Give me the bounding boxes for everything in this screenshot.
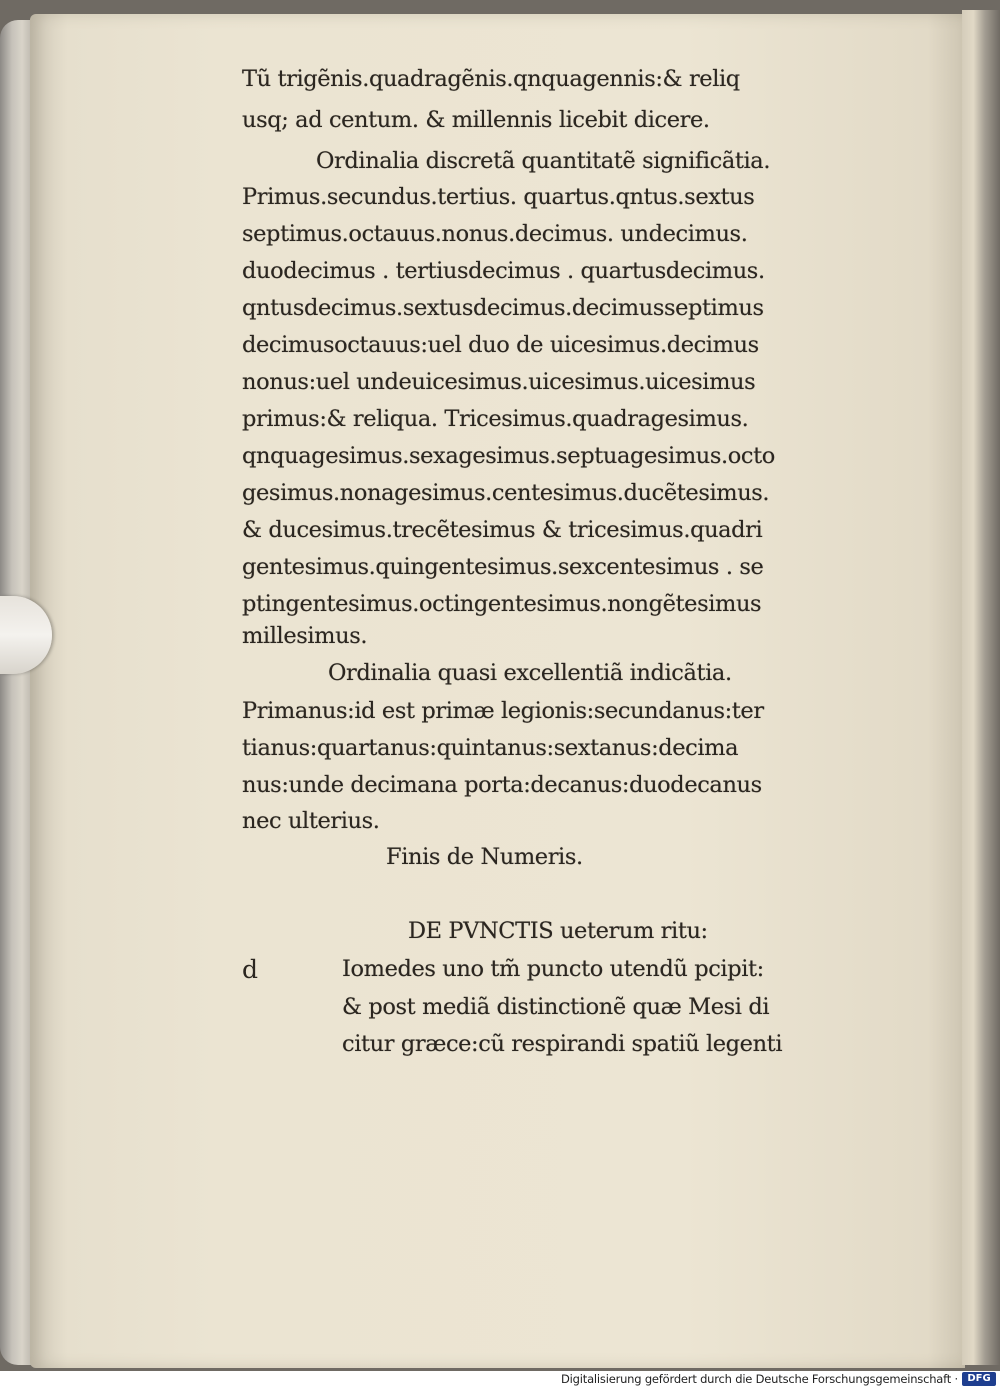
page-edge [962,10,1000,1365]
text-line: nus:unde decimana porta:decanus:duodecanus [242,772,762,798]
dfg-logo: DFG [962,1372,996,1386]
text-line: Ordinalia quasi excellentiã indicãtia. [328,660,732,686]
text-line: millesimus. [242,623,368,649]
text-line: gesimus.nonagesimus.centesimus.ducẽtesimus. [242,480,770,506]
text-line: septimus.octauus.nonus.decimus. undecimus. [242,221,748,247]
guide-letter: d [242,955,259,984]
text-line: nec ulterius. [242,808,380,834]
text-line: qntusdecimus.sextusdecimus.decimusseptimus [242,295,764,321]
text-line: Primus.secundus.tertius. quartus.qntus.sextus [242,184,755,210]
section-end-heading: Finis de Numeris. [386,844,583,870]
text-line: Tũ trigẽnis.quadragẽnis.qnquagennis:& reliq [242,66,740,92]
text-line: Primanus:id est primæ legionis:secundanus:ter [242,698,764,724]
book-page [30,14,965,1368]
text-line: gentesimus.quingentesimus.sexcentesimus . se [242,554,764,580]
text-line: Ordinalia discretã quantitatẽ significãtia. [316,148,771,174]
text-line: duodecimus . tertiusdecimus . quartusdecimus. [242,258,765,284]
text-line: ptingentesimus.octingentesimus.nongẽtesimus [242,591,762,617]
footer-credit: Digitalisierung gefördert durch die Deutsche Forschungsgemeinschaft · [561,1372,958,1386]
text-line: qnquagesimus.sexagesimus.septuagesimus.octo [242,443,775,469]
section-heading: DE PVNCTIS ueterum ritu: [408,918,708,944]
footer-bar [0,1371,1000,1388]
text-line: primus:& reliqua. Tricesimus.quadragesimus. [242,406,749,432]
text-line: citur græce:cũ respirandi spatiũ legenti [342,1031,783,1057]
text-line: & post mediã distinctionẽ quæ Mesi di [342,994,770,1020]
text-line: tianus:quartanus:quintanus:sextanus:decima [242,735,739,761]
text-line: & ducesimus.trecẽtesimus & tricesimus.quadri [242,517,763,543]
text-line: usq; ad centum. & millennis licebit dicere. [242,107,710,133]
text-line: decimusoctauus:uel duo de uicesimus.decimus [242,332,759,358]
text-line: Iomedes uno tm̃ puncto utendũ pcipit: [342,956,764,982]
text-line: nonus:uel undeuicesimus.uicesimus.uicesimus [242,369,756,395]
